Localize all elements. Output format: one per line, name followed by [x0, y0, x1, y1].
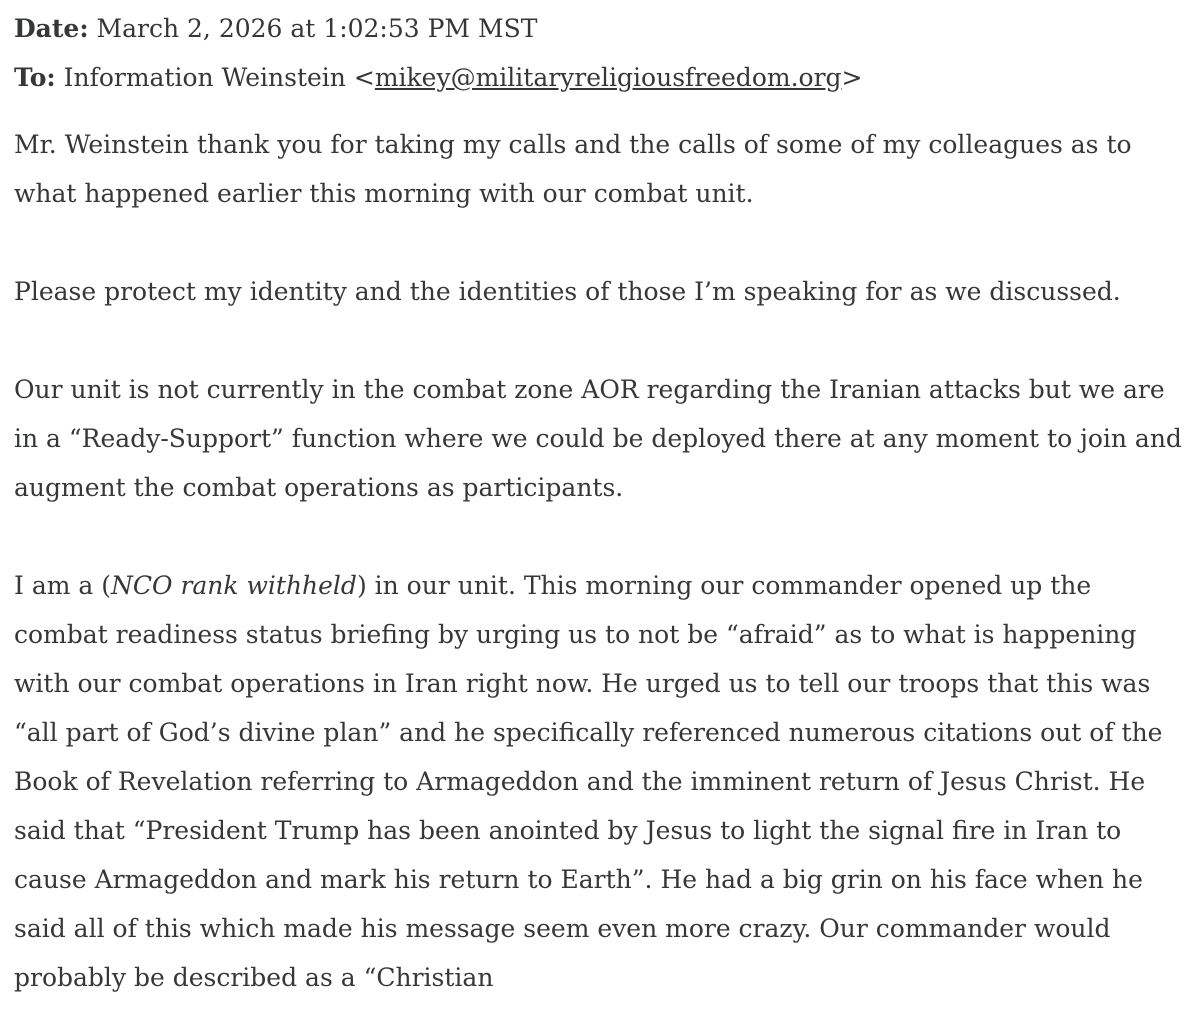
to-line	[14, 53, 1186, 102]
recipient-email-link[interactable]: mikey@militaryreligiousfreedom.org	[374, 63, 842, 92]
email-close-bracket: >	[841, 63, 863, 92]
paragraph-1: Mr. Weinstein thank you for taking my calls and the calls of some of my colleagues as to what happened earlier this morning with our combat unit.	[14, 130, 1132, 208]
email-body	[14, 120, 1186, 1002]
date-value: March 2, 2026 at 1:02:53 PM MST	[96, 14, 538, 43]
paragraph-4-redaction: NCO rank withheld	[111, 571, 357, 600]
recipient-name: Information Weinstein	[63, 63, 346, 92]
paragraph-2: Please protect my identity and the identities of those I’m speaking for as we discussed.	[14, 277, 1121, 306]
date-label: Date:	[14, 14, 89, 43]
date-line	[14, 4, 1186, 53]
paragraph-4-post: ) in our unit. This morning our commander opened up the combat readiness status briefing by urging us to not be “afraid” as to what is happening with our combat operations in Iran right now. He urged us to tell our troops that this was “all part of God’s divine plan” and he specifically referenced numerous citations out of the Book of Revelation referring to Armageddon and the imminent return of Jesus Christ. He said that “President Trump has been anointed by Jesus to light the signal fire in Iran to cause Armageddon and mark his return to Earth”. He had a big grin on his face when he said all of this which made his message seem even more crazy. Our commander would probably be described as a “Christian	[14, 571, 1163, 992]
paragraph-4-pre: I am a (	[14, 571, 111, 600]
paragraph-3: Our unit is not currently in the combat zone AOR regarding the Iranian attacks but we are in a “Ready-Support” function where we could be deployed there at any moment to join and augment the combat operations as participants.	[14, 375, 1182, 502]
email-open-bracket: <	[353, 63, 375, 92]
to-label: To:	[14, 63, 56, 92]
paragraph-4	[14, 561, 1186, 1002]
